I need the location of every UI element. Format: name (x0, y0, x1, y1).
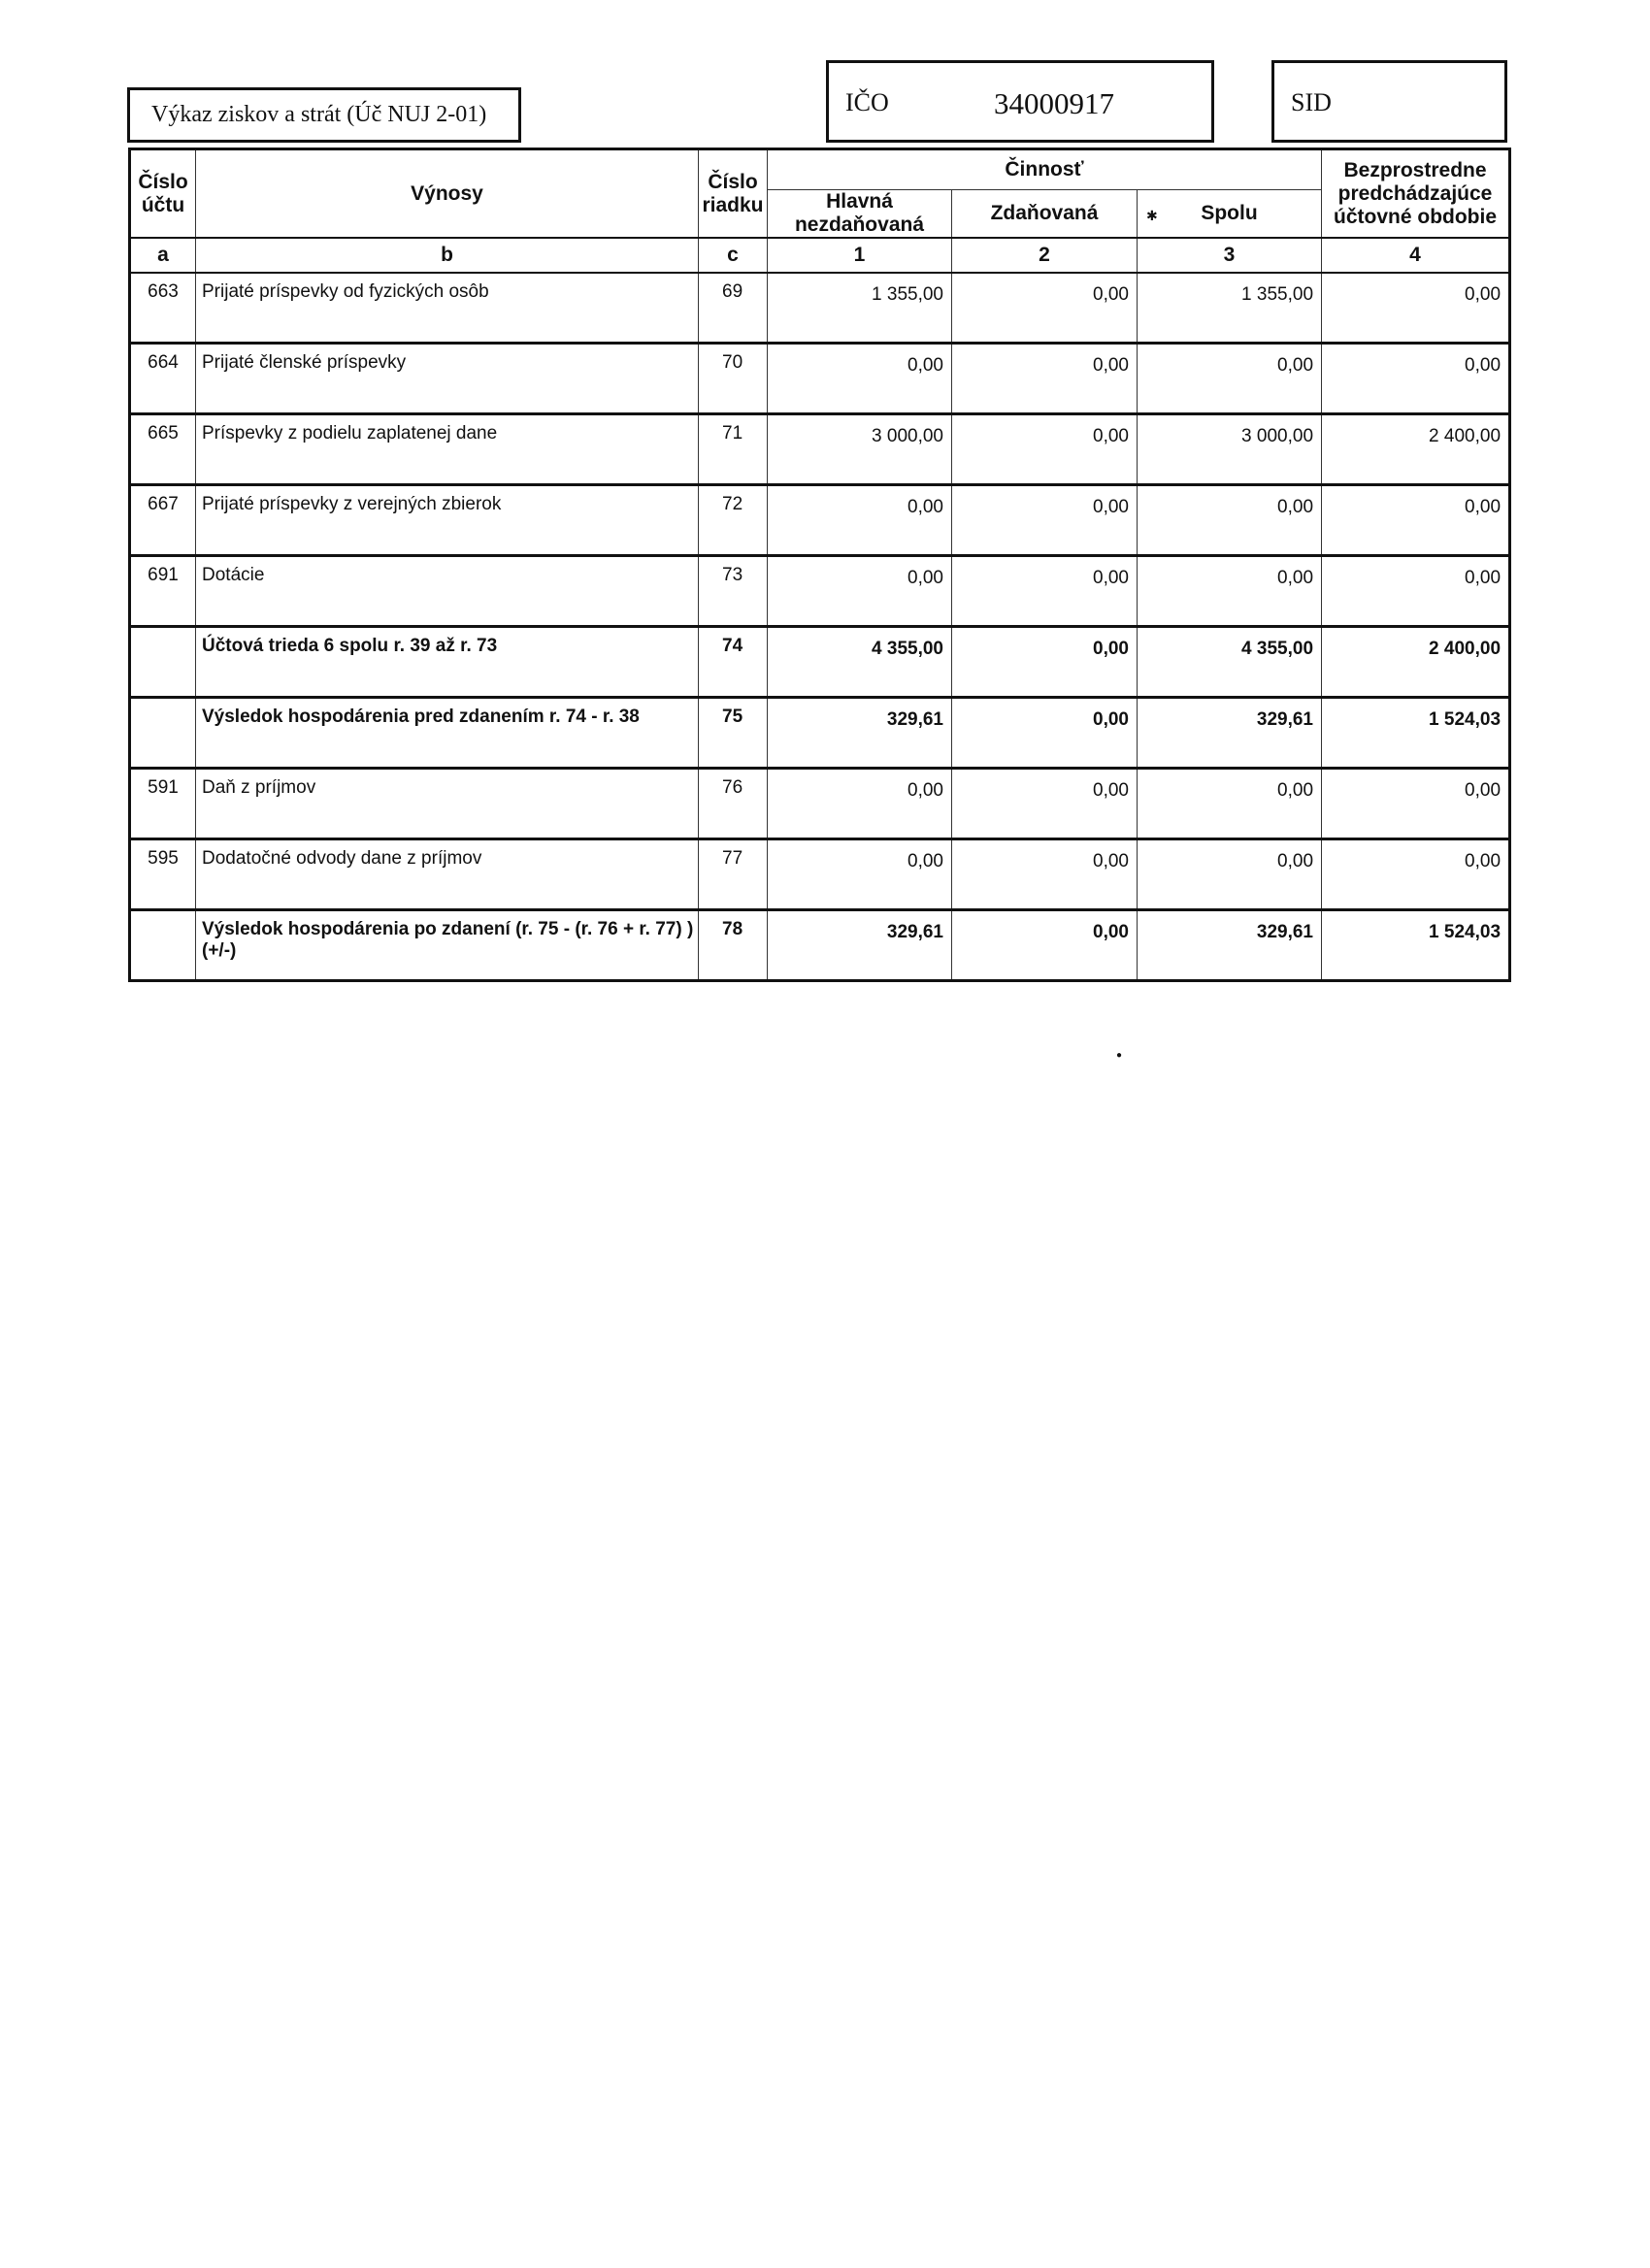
account-cell: 663 (130, 273, 196, 344)
sid-label: SID (1291, 88, 1332, 116)
value-taxed-cell: 0,00 (952, 556, 1138, 627)
value-total-cell: 329,61 (1138, 698, 1322, 769)
report-title-box (127, 87, 521, 143)
account-cell: 595 (130, 839, 196, 910)
column-label: c (699, 238, 768, 273)
description-cell: Výsledok hospodárenia pred zdanením r. 74 - r. 38 (196, 698, 699, 769)
column-label: 3 (1138, 238, 1322, 273)
header-line-number: Číslo riadku (699, 149, 768, 239)
description-cell: Výsledok hospodárenia po zdanení (r. 75 - (r. 76 + r. 77) ) (+/-) (196, 910, 699, 981)
value-taxed-cell: 0,00 (952, 344, 1138, 414)
column-label: 2 (952, 238, 1138, 273)
value-taxed-cell: 0,00 (952, 414, 1138, 485)
value-previous-cell: 0,00 (1322, 485, 1510, 556)
value-previous-cell: 0,00 (1322, 344, 1510, 414)
header-previous-period: Bezprostredne predchádzajúce účtovné obdobie (1322, 149, 1510, 239)
value-total-cell: 3 000,00 (1138, 414, 1322, 485)
value-main-cell: 0,00 (768, 556, 952, 627)
value-taxed-cell: 0,00 (952, 839, 1138, 910)
value-total-cell: 0,00 (1138, 556, 1322, 627)
value-taxed-cell: 0,00 (952, 273, 1138, 344)
table-row (130, 769, 1510, 839)
value-total-cell: 1 355,00 (1138, 273, 1322, 344)
line-number-cell: 72 (699, 485, 768, 556)
value-total-cell: 4 355,00 (1138, 627, 1322, 698)
line-number-cell: 77 (699, 839, 768, 910)
value-previous-cell: 2 400,00 (1322, 627, 1510, 698)
line-number-cell: 76 (699, 769, 768, 839)
value-main-cell: 329,61 (768, 698, 952, 769)
value-taxed-cell: 0,00 (952, 910, 1138, 981)
column-label: 1 (768, 238, 952, 273)
line-number-cell: 78 (699, 910, 768, 981)
account-cell: 664 (130, 344, 196, 414)
header-total: Spolu (1138, 190, 1322, 239)
account-cell: 591 (130, 769, 196, 839)
line-number-cell: 70 (699, 344, 768, 414)
value-total-cell: 0,00 (1138, 839, 1322, 910)
value-previous-cell: 0,00 (1322, 273, 1510, 344)
description-cell: Prijaté príspevky z verejných zbierok (196, 485, 699, 556)
account-cell (130, 698, 196, 769)
description-cell: Účtová trieda 6 spolu r. 39 až r. 73 (196, 627, 699, 698)
account-cell: 667 (130, 485, 196, 556)
header-row-top (130, 149, 1510, 190)
value-taxed-cell: 0,00 (952, 698, 1138, 769)
line-number-cell: 74 (699, 627, 768, 698)
value-previous-cell: 1 524,03 (1322, 910, 1510, 981)
table-row (130, 698, 1510, 769)
value-total-cell: 0,00 (1138, 344, 1322, 414)
ico-label: IČO (845, 88, 889, 116)
value-total-cell: 0,00 (1138, 769, 1322, 839)
description-cell: Príspevky z podielu zaplatenej dane (196, 414, 699, 485)
account-cell: 691 (130, 556, 196, 627)
value-taxed-cell: 0,00 (952, 485, 1138, 556)
value-taxed-cell: 0,00 (952, 769, 1138, 839)
table-row (130, 910, 1510, 981)
value-main-cell: 1 355,00 (768, 273, 952, 344)
table-row (130, 556, 1510, 627)
table-row (130, 344, 1510, 414)
description-cell: Daň z príjmov (196, 769, 699, 839)
value-previous-cell: 0,00 (1322, 839, 1510, 910)
value-main-cell: 0,00 (768, 485, 952, 556)
value-main-cell: 0,00 (768, 769, 952, 839)
table-row (130, 273, 1510, 344)
line-number-cell: 75 (699, 698, 768, 769)
ico-box (826, 60, 1214, 143)
description-cell: Prijaté členské príspevky (196, 344, 699, 414)
header-account-number: Číslo účtu (130, 149, 196, 239)
line-number-cell: 73 (699, 556, 768, 627)
column-label: b (196, 238, 699, 273)
account-cell (130, 910, 196, 981)
header-taxed: Zdaňovaná (952, 190, 1138, 239)
column-label: a (130, 238, 196, 273)
income-statement-table (128, 148, 1511, 982)
header-main-untaxed: Hlavná nezdaňovaná (768, 190, 952, 239)
line-number-cell: 69 (699, 273, 768, 344)
value-total-cell: 329,61 (1138, 910, 1322, 981)
value-main-cell: 0,00 (768, 344, 952, 414)
scan-speck: ● (1116, 1050, 1123, 1061)
value-main-cell: 329,61 (768, 910, 952, 981)
description-cell: Dotácie (196, 556, 699, 627)
column-labels-row (130, 238, 1510, 273)
account-cell (130, 627, 196, 698)
sid-box (1271, 60, 1507, 143)
account-cell: 665 (130, 414, 196, 485)
value-total-cell: 0,00 (1138, 485, 1322, 556)
header-activity: Činnosť (768, 149, 1322, 190)
table-row (130, 839, 1510, 910)
scan-mark: ✱ (1146, 208, 1158, 223)
value-previous-cell: 0,00 (1322, 556, 1510, 627)
value-main-cell: 0,00 (768, 839, 952, 910)
header-revenues: Výnosy (196, 149, 699, 239)
value-main-cell: 4 355,00 (768, 627, 952, 698)
value-previous-cell: 0,00 (1322, 769, 1510, 839)
ico-value: 34000917 (994, 86, 1114, 120)
value-previous-cell: 2 400,00 (1322, 414, 1510, 485)
value-previous-cell: 1 524,03 (1322, 698, 1510, 769)
report-title: Výkaz ziskov a strát (Úč NUJ 2-01) (151, 102, 487, 127)
value-main-cell: 3 000,00 (768, 414, 952, 485)
line-number-cell: 71 (699, 414, 768, 485)
table-row (130, 627, 1510, 698)
description-cell: Dodatočné odvody dane z príjmov (196, 839, 699, 910)
table-row (130, 414, 1510, 485)
table-row (130, 485, 1510, 556)
description-cell: Prijaté príspevky od fyzických osôb (196, 273, 699, 344)
column-label: 4 (1322, 238, 1510, 273)
value-taxed-cell: 0,00 (952, 627, 1138, 698)
